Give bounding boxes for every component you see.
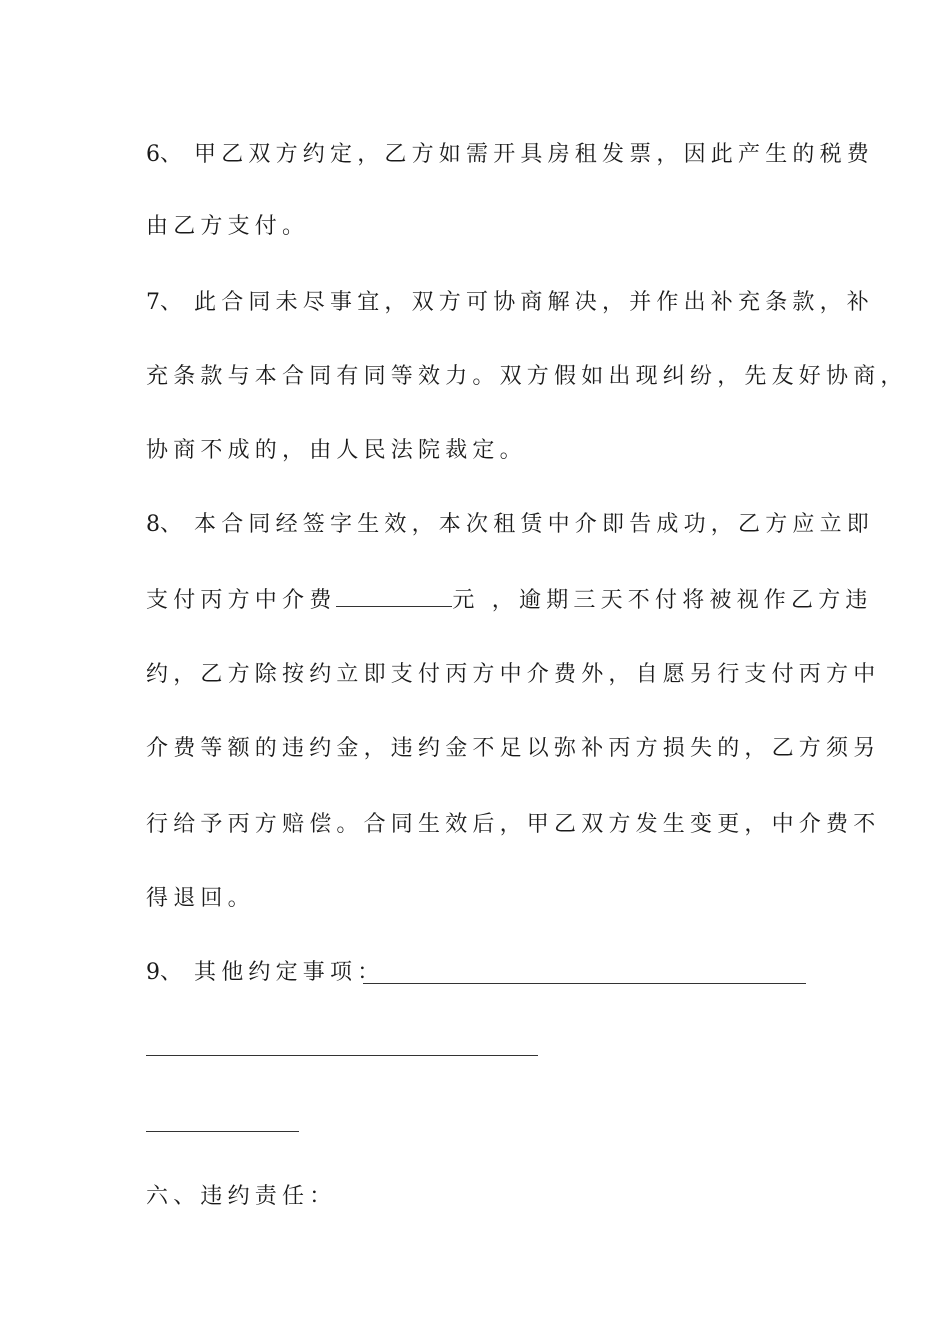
clause-7-text-1: 此合同未尽事宜，双方可协商解决，并作出补充条款，补 [194, 290, 875, 315]
clause-9-label: 其他约定事项： [194, 960, 385, 985]
clause-9-number: 9、 [146, 960, 182, 985]
clause-8-text-1: 本合同经签字生效，本次租赁中介即告成功，乙方应立即 [194, 512, 875, 537]
clause-6-number: 6、 [146, 142, 182, 167]
clause-7-line-2: 充条款与本合同有同等效力。双方假如出现纠纷，先友好协商， [146, 364, 908, 389]
other-terms-blank-line-1 [363, 983, 806, 984]
other-terms-blank-line-2 [146, 1055, 538, 1056]
clause-6-line-2: 由乙方支付。 [146, 214, 310, 239]
clause-8-text-2a: 支付丙方中介费 [146, 588, 337, 613]
clause-8-number: 8、 [146, 512, 182, 537]
clause-7-line-3: 协商不成的，由人民法院裁定。 [146, 438, 527, 463]
clause-8-line-5: 行给予丙方赔偿。合同生效后，甲乙双方发生变更，中介费不 [146, 812, 881, 837]
other-terms-blank-line-3 [146, 1131, 299, 1132]
clause-8-line-4: 介费等额的违约金，违约金不足以弥补丙方损失的，乙方须另 [146, 736, 881, 761]
clause-8-line-3: 约，乙方除按约立即支付丙方中介费外，自愿另行支付丙方中 [146, 662, 881, 687]
clause-9-line-1 [146, 958, 384, 988]
clause-6-text-1: 甲乙双方约定，乙方如需开具房租发票，因此产生的税费 [194, 142, 875, 167]
clause-7-number: 7、 [146, 290, 182, 315]
fee-amount-blank [336, 586, 452, 607]
clause-8-line-6: 得退回。 [146, 886, 255, 911]
clause-6-line-1 [146, 140, 874, 170]
clause-8-line-2 [146, 586, 873, 616]
clause-8-line-1 [146, 510, 874, 540]
section-6-heading: 六、违约责任： [146, 1184, 337, 1209]
clause-8-text-2b: 元 ，逾期三天不付将被视作乙方违 [452, 588, 873, 613]
clause-7-line-1 [146, 288, 874, 318]
